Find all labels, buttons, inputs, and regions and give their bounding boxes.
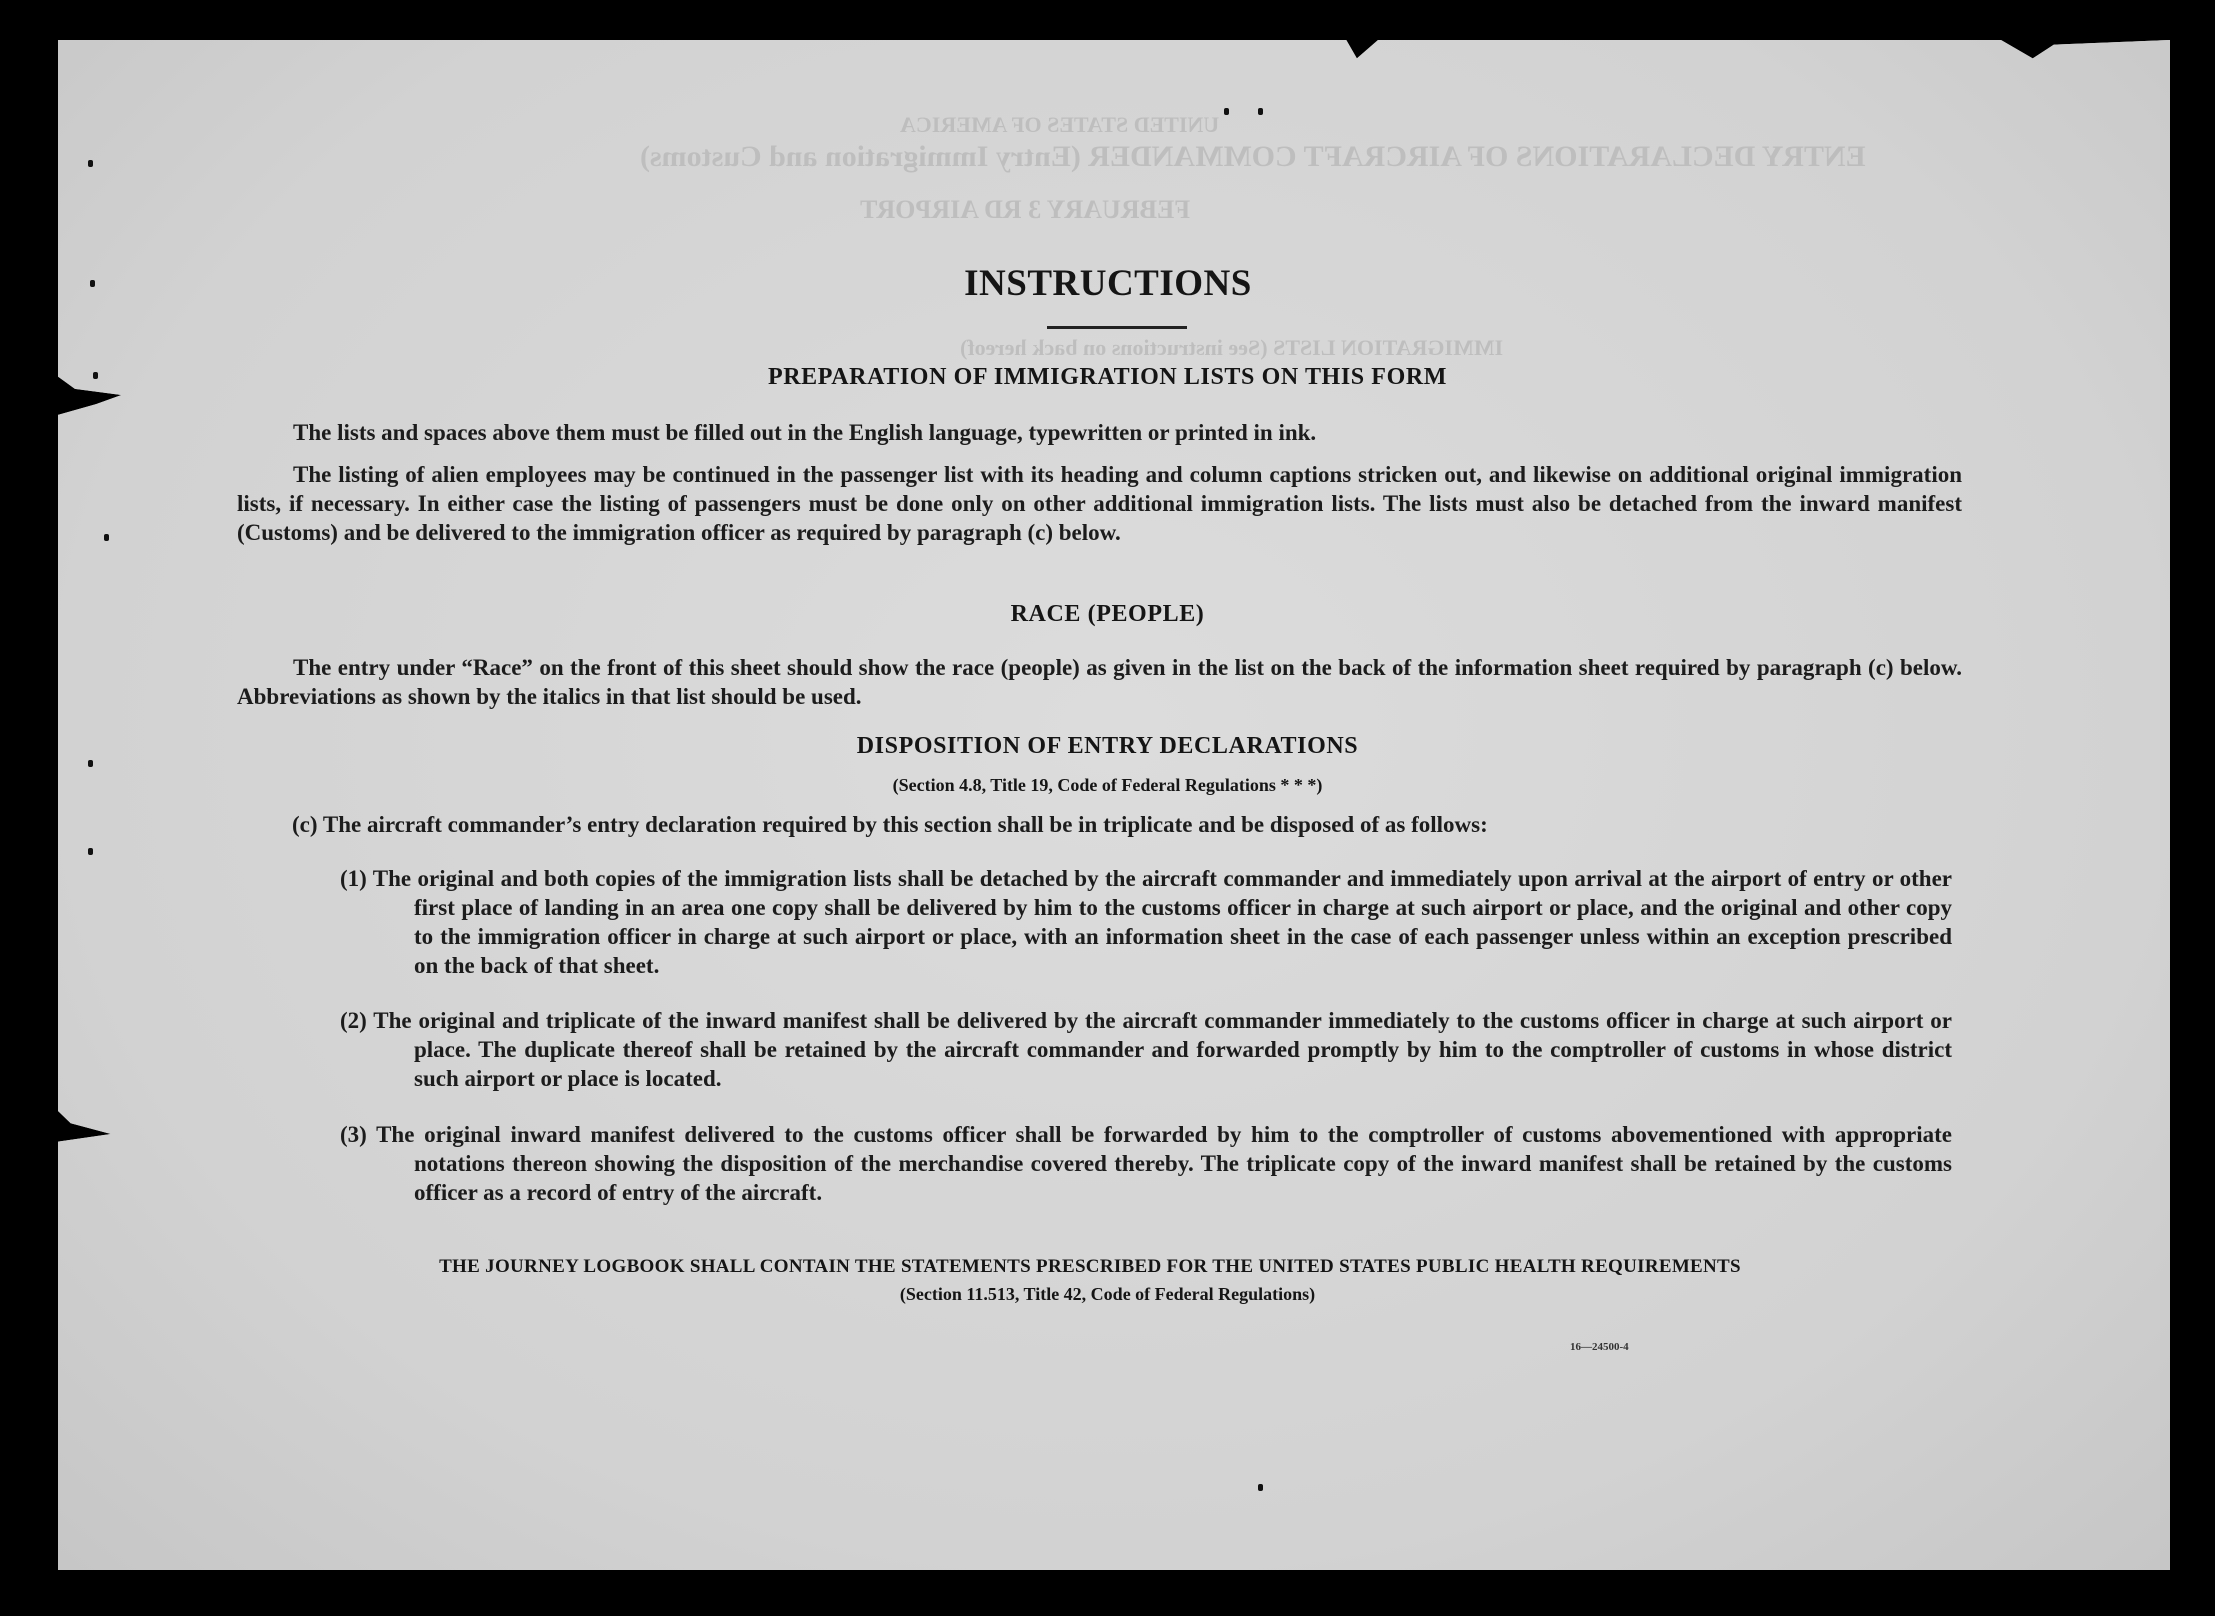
- binding-hole-mark: [1258, 1484, 1263, 1491]
- binding-hole-mark: [90, 280, 95, 287]
- preparation-paragraph-2: The listing of alien employees may be continued in the passenger list with its heading and column captions stricken out, and likewise on additional original immigration lists, if necessary. In either case the listing of passengers must be done only on other additional immigration lists. The lists must also be detached from the inward manifest (Customs) and be delivered to the immigration officer as required by paragraph (c) below.: [237, 462, 1962, 545]
- title-underline: [1047, 326, 1187, 329]
- binding-hole-mark: [88, 760, 93, 767]
- disposition-item-3: (3) The original inward manifest delivered to the customs officer shall be forwarded by him to the comptroller of customs abovementioned with appropriate notations thereon showing the disposition of the merchandise covered thereby. The triplicate copy of the inward manifest shall be retained by the customs officer as a record of entry of the aircraft.: [340, 1122, 1952, 1205]
- race-paragraph: The entry under “Race” on the front of this sheet should show the race (people) as given in the list on the back of the information sheet required by paragraph (c) below. Abbreviations as shown by the italics in that list should be used.: [237, 655, 1962, 709]
- preparation-heading: PREPARATION OF IMMIGRATION LISTS ON THIS FORM: [767, 364, 1448, 390]
- disposition-item-1: (1) The original and both copies of the immigration lists shall be detached by the aircraft commander and immediately upon arrival at the airport of entry or other first place of landing in an area one copy shall be delivered by him to the customs officer in charge at such airport or place, and the original and other copy to the immigration officer in charge at such airport or place, with an information sheet in the case of each passenger unless within an exception prescribed on the back of that sheet.: [340, 866, 1952, 978]
- bleed-through-line: UNITED STATES OF AMERICA: [900, 112, 1220, 137]
- binding-hole-mark: [88, 160, 93, 167]
- form-number: 16—24500-4: [1570, 1341, 1629, 1353]
- page-title: INSTRUCTIONS: [964, 263, 1252, 304]
- bleed-through-line: IMMIGRATION LISTS (See instructions on back hereof): [960, 335, 1504, 360]
- race-heading: RACE (PEOPLE): [1010, 601, 1205, 627]
- disposition-item-2: (2) The original and triplicate of the inward manifest shall be delivered by the aircraft commander immediately to the customs officer in charge at such airport or place. The duplicate thereof shall be retained by the aircraft commander and forwarded promptly by him to the comptroller of customs in whose district such airport or place is located.: [340, 1008, 1952, 1091]
- disposition-heading: DISPOSITION OF ENTRY DECLARATIONS: [856, 733, 1359, 759]
- health-requirements-notice: THE JOURNEY LOGBOOK SHALL CONTAIN THE STATEMENTS PRESCRIBED FOR THE UNITED STATES PUBLIC HEALTH REQUIREMENTS: [439, 1256, 1741, 1277]
- bleed-through-line: ENTRY DECLARATIONS OF AIRCRAFT COMMANDER (Entry Immigration and Customs): [640, 140, 1866, 173]
- bleed-through-line: FEBRUARY 3 RD AIRPORT: [860, 195, 1191, 224]
- binding-hole-mark: [1224, 108, 1229, 115]
- binding-hole-mark: [88, 848, 93, 855]
- preparation-paragraph-1: The lists and spaces above them must be filled out in the English language, typewritten or printed in ink.: [293, 420, 1317, 445]
- health-requirements-citation: (Section 11.513, Title 42, Code of Federal Regulations): [899, 1284, 1316, 1304]
- disposition-intro: (c) The aircraft commander’s entry declaration required by this section shall be in triplicate and be disposed of as follows:: [292, 812, 1488, 837]
- binding-hole-mark: [104, 534, 109, 541]
- binding-hole-mark: [93, 372, 98, 379]
- disposition-citation: (Section 4.8, Title 19, Code of Federal Regulations * * *): [892, 775, 1323, 795]
- binding-hole-mark: [1258, 108, 1263, 115]
